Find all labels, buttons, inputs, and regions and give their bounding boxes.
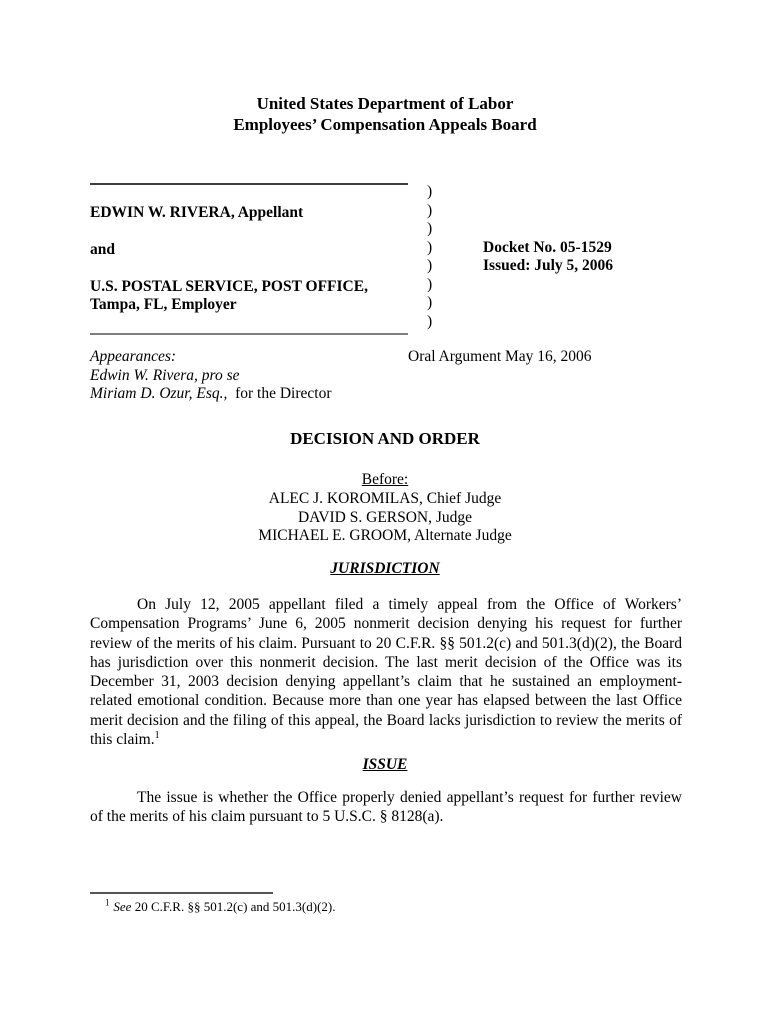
caption-party-row [90, 259, 408, 278]
judge: DAVID S. GERSON, Judge [297, 508, 473, 526]
decision-and-order-heading: DECISION AND ORDER [290, 429, 480, 448]
appearances-label: Appearances: [90, 348, 177, 365]
caption-paren-column [408, 183, 483, 335]
before-label: Before: [361, 471, 409, 488]
caption-party-row [90, 315, 408, 334]
before-label-line [0, 471, 770, 490]
caption-paren: ) [427, 183, 433, 200]
caption-party-row-employer-name: U.S. POSTAL SERVICE, POST OFFICE, [90, 277, 368, 295]
caption-docket-row [483, 220, 613, 239]
caption-docket-row [483, 202, 613, 221]
header-board-line: Employees’ Compensation Appeals Board [233, 115, 537, 134]
caption-paren: ) [427, 294, 433, 311]
caption-paren: ) [427, 238, 433, 256]
footnote-1 [90, 899, 682, 915]
header-agency-line: United States Department of Labor [256, 94, 514, 113]
oral-argument-note: Oral Argument May 16, 2006 [408, 348, 592, 365]
issue-heading-text: ISSUE [362, 756, 408, 773]
caption-paren: ) [427, 201, 433, 219]
footnote-citation: 20 C.F.R. §§ 501.2(c) and 501.3(d)(2). [134, 899, 336, 914]
footnote-separator-rule [90, 892, 273, 894]
jurisdiction-heading-text: JURISDICTION [330, 560, 440, 577]
jurisdiction-heading [0, 560, 770, 578]
judge-alternate: MICHAEL E. GROOM, Alternate Judge [258, 527, 512, 545]
caption-paren: ) [427, 275, 433, 293]
caption-docket-row [483, 294, 613, 313]
footnote-reference-1: 1 [154, 729, 160, 741]
caption-docket-number: Docket No. 05-1529 [483, 238, 612, 256]
caption-docket-column [483, 183, 613, 335]
caption-docket-row [483, 276, 613, 295]
jurisdiction-paragraph [90, 595, 682, 749]
appearances-header-line [90, 348, 682, 367]
director-counsel-role: for the Director [235, 385, 332, 403]
caption-party-row-appellant: EDWIN W. RIVERA, Appellant [90, 203, 304, 221]
director-appearance [90, 385, 682, 404]
caption-paren: ) [427, 312, 433, 330]
caption-issued-date: Issued: July 5, 2006 [483, 257, 614, 274]
caption-paren: ) [427, 257, 433, 274]
director-counsel-name: Miriam D. Ozur, Esq., [90, 385, 228, 403]
caption-party-row [90, 222, 408, 241]
caption-party-row-employer-location: Tampa, FL, Employer [90, 296, 237, 313]
judge-chief: ALEC J. KOROMILAS, Chief Judge [268, 489, 502, 507]
footnote-see-signal: See [113, 899, 132, 914]
caption-party-row-and: and [90, 240, 115, 258]
caption-docket-row [483, 313, 613, 332]
caption-parties-column [90, 183, 408, 335]
caption-paren: ) [427, 220, 433, 237]
case-caption [90, 183, 613, 335]
issue-paragraph [90, 788, 682, 827]
appellant-appearance: Edwin W. Rivera, pro se [90, 366, 240, 384]
footnote-marker: 1 [105, 897, 110, 908]
document-header [0, 93, 770, 135]
issue-paragraph-text: The issue is whether the Office properly denied appellant’s request for further review of the merits of his claim pursuant to 5 U.S.C. § 8128(a). [90, 789, 682, 826]
panel-block [0, 471, 770, 546]
caption-docket-row [483, 183, 613, 202]
jurisdiction-paragraph-text: On July 12, 2005 appellant filed a timely appeal from the Office of Workers’ Compensation Programs’ June 6, 2005 nonmerit decision denying his request for further review of the merits of his claim. Pursuant to 20 C.F.R. §§ 501.2(c) and 501.3(d)(2), the Board has jurisdiction over this nonmerit decision. The last merit decision of the Office was its December 31, 2003 decision denying appellant’s claim that he sustained an employment-related emotional condition. Because more than one year has elapsed between the last Office merit decision and the filing of this appeal, the Board lacks jurisdiction to review the merits of this claim. [90, 596, 682, 749]
issue-heading [0, 756, 770, 774]
caption-party-row [90, 185, 408, 204]
appearances-block [90, 348, 682, 404]
